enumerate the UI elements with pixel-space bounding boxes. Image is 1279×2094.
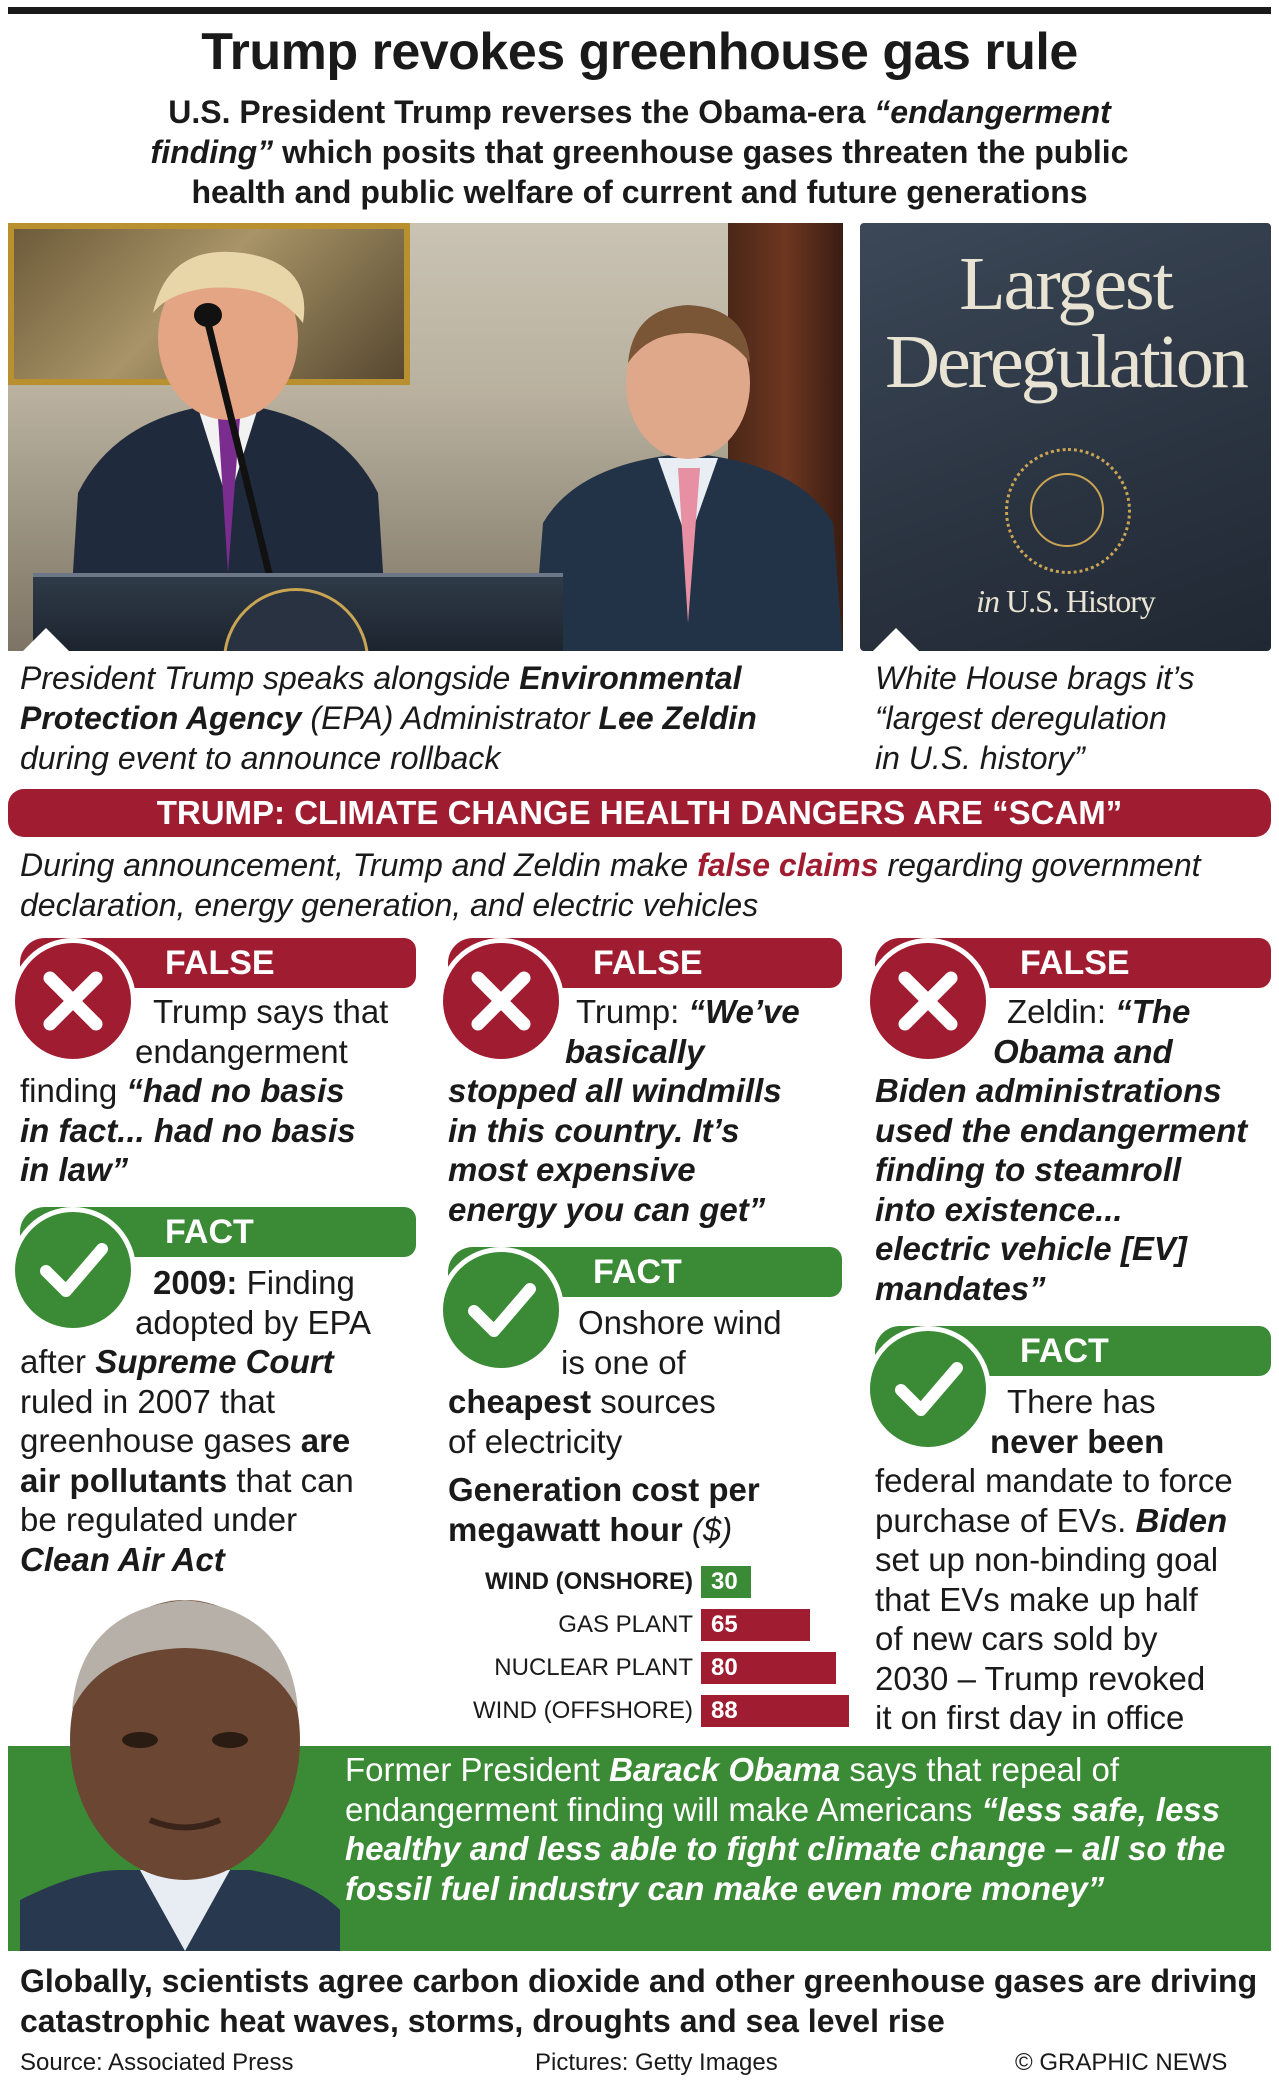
text: says that repeal of endangerment finding will make Americans — [345, 1751, 1120, 1828]
text — [875, 993, 1190, 1030]
quote: stopped all windmills — [448, 1072, 782, 1109]
photo-trump-zeldin — [8, 223, 843, 651]
quote: used the endangerment — [875, 1111, 1248, 1149]
col1-fact-text — [20, 1263, 420, 1579]
quote: Obama and — [993, 1032, 1173, 1070]
seal-icon — [1005, 448, 1131, 574]
quote: in fact... had no basis — [20, 1111, 356, 1149]
text: set up non-binding goal — [875, 1541, 1219, 1578]
page-title: Trump revokes greenhouse gas rule — [201, 23, 1078, 81]
text: of new cars sold by — [875, 1620, 1158, 1657]
col2-false-text — [448, 992, 848, 1229]
chart-title-unit: ($) — [682, 1511, 733, 1548]
text: Finding — [237, 1264, 355, 1301]
col1-false-text — [20, 992, 420, 1190]
text: adopted by EPA — [135, 1303, 372, 1341]
bold: are — [300, 1422, 351, 1459]
caption-pointer — [20, 628, 72, 654]
text: Trump says that — [153, 993, 389, 1030]
lede-highlight: false claims — [697, 847, 879, 883]
text: sources — [591, 1383, 716, 1420]
lede — [20, 845, 1270, 925]
bar-category-label: WIND (OFFSHORE) — [473, 1697, 693, 1724]
bar — [701, 1609, 810, 1641]
caption-line: White House brags it’s — [875, 660, 1195, 696]
quote: basically — [565, 1032, 705, 1070]
quote: “The — [1115, 993, 1191, 1030]
text: ruled in 2007 that — [20, 1382, 276, 1420]
fact-label: FACT — [448, 1247, 842, 1297]
quote: in law” — [20, 1151, 129, 1188]
emph: Barack Obama — [609, 1751, 841, 1788]
year: 2009: — [153, 1264, 238, 1301]
photo-deregulation-book — [860, 223, 1271, 651]
book-subtitle — [860, 583, 1271, 620]
chart-title-text: Generation cost per megawatt hour — [448, 1471, 760, 1548]
quote: energy you can get” — [448, 1190, 766, 1228]
caption-text: President Trump speaks alongside — [20, 660, 520, 696]
book-subtitle-in: in — [976, 583, 999, 619]
bold: cheapest — [448, 1383, 592, 1420]
bottom-note: Globally, scientists agree carbon dioxide and other greenhouse gases are driving catastrophic heat waves, storms, droughts and sea level rise — [20, 1963, 1258, 2039]
text: purchase of EVs. — [875, 1501, 1136, 1539]
quote: into existence... — [875, 1190, 1123, 1228]
text: after — [20, 1343, 96, 1380]
false-label: FALSE — [20, 938, 416, 988]
bar — [701, 1566, 751, 1598]
bar-value-label: 80 — [711, 1654, 738, 1681]
bar-category-label: GAS PLANT — [558, 1611, 693, 1638]
text: 2030 – Trump revoked — [875, 1659, 1206, 1697]
book-title-line2: Deregulation — [885, 320, 1246, 404]
text: Onshore wind — [578, 1304, 782, 1341]
text: finding — [20, 1072, 127, 1109]
bold: never been — [990, 1422, 1165, 1460]
false-label: FALSE — [448, 938, 842, 988]
text: Former President — [345, 1751, 610, 1788]
emph: Clean Air Act — [20, 1540, 225, 1578]
text: of electricity — [448, 1422, 623, 1460]
col2-fact-text — [448, 1303, 848, 1461]
subtitle-emph: finding” — [150, 134, 274, 170]
text — [448, 993, 800, 1030]
subtitle-text: which posits that greenhouse gases threaten the public — [273, 134, 1129, 170]
text: Trump: — [576, 993, 689, 1030]
text: it on first day in office — [875, 1699, 1185, 1736]
lede-text: regarding government declaration, energy generation, and electric vehicles — [20, 847, 1201, 923]
caption-text: (EPA) Administrator — [301, 700, 599, 736]
chart-title — [448, 1470, 848, 1550]
text: be regulated under — [20, 1501, 298, 1538]
text — [20, 1264, 355, 1301]
bar-value-label: 88 — [711, 1697, 738, 1724]
subtitle-text: health and public welfare of current and future generations — [191, 174, 1088, 210]
quote: Biden administrations — [875, 1072, 1222, 1109]
book-subtitle-rest: U.S. History — [998, 583, 1155, 619]
fact-label: FACT — [20, 1207, 416, 1257]
source-credit: Source: Associated Press — [20, 2049, 294, 2076]
caption-bold: Environmental Protection Agency — [20, 660, 742, 736]
quote: in this country. It’s — [448, 1111, 740, 1149]
bar-category-label: WIND (ONSHORE) — [485, 1568, 693, 1595]
obama-portrait — [20, 1570, 340, 1951]
text: that can — [227, 1461, 354, 1499]
false-label: FALSE — [875, 938, 1271, 988]
quote: “We’ve — [688, 993, 800, 1030]
bar — [701, 1695, 849, 1727]
subtitle — [60, 92, 1219, 212]
seal-inner — [1030, 473, 1104, 547]
quote: finding to steamroll — [875, 1151, 1182, 1188]
emph: Biden — [1135, 1501, 1228, 1539]
bar-value-label: 30 — [711, 1568, 738, 1595]
subtitle-emph: “endangerment — [874, 94, 1111, 130]
subtitle-text: U.S. President Trump reverses the Obama-era — [168, 94, 875, 130]
quote: “less safe, less healthy and less able to fight climate change – all so the fossil fuel industry can make even more money” — [345, 1790, 1226, 1907]
text: that EVs make up half — [875, 1580, 1198, 1618]
caption-line: in U.S. history” — [875, 740, 1085, 776]
zeldin-figure — [528, 293, 843, 651]
lede-text: During announcement, Trump and Zeldin make — [20, 847, 698, 883]
caption-pointer — [870, 628, 922, 654]
quote: “had no basis — [126, 1072, 345, 1109]
text: There has — [1007, 1383, 1156, 1420]
quote: mandates” — [875, 1269, 1046, 1307]
fact-label: FACT — [875, 1326, 1271, 1376]
bar-value-label: 65 — [711, 1611, 738, 1638]
caption-line: “largest deregulation — [875, 700, 1167, 736]
bold: air pollutants — [20, 1461, 228, 1499]
caption-text: during event to announce rollback — [20, 740, 501, 776]
bar-category-label: NUCLEAR PLANT — [494, 1654, 693, 1681]
text: greenhouse gases — [20, 1422, 301, 1459]
caption-bold: Lee Zeldin — [598, 700, 757, 736]
section-banner: TRUMP: CLIMATE CHANGE HEALTH DANGERS ARE “SCAM” — [8, 789, 1271, 837]
pictures-credit: Pictures: Getty Images — [535, 2049, 778, 2076]
caption-book — [875, 658, 1275, 778]
cost-bar-chart — [448, 1566, 848, 1738]
col3-false-text — [875, 992, 1275, 1308]
book-title-line1: Largest — [959, 242, 1172, 326]
bar — [701, 1652, 836, 1684]
text: federal mandate to force — [875, 1462, 1233, 1499]
text: endangerment — [135, 1032, 348, 1070]
quote: electric vehicle [EV] — [875, 1230, 1187, 1267]
caption-main — [20, 658, 850, 778]
obama-quote-text — [345, 1750, 1265, 1908]
text: is one of — [561, 1343, 686, 1381]
quote: most expensive — [448, 1151, 696, 1188]
text: Zeldin: — [1007, 993, 1116, 1030]
emph: Supreme Court — [95, 1343, 334, 1380]
top-rule — [8, 7, 1271, 14]
col3-fact-text — [875, 1382, 1275, 1738]
copyright: © GRAPHIC NEWS — [1015, 2049, 1228, 2076]
